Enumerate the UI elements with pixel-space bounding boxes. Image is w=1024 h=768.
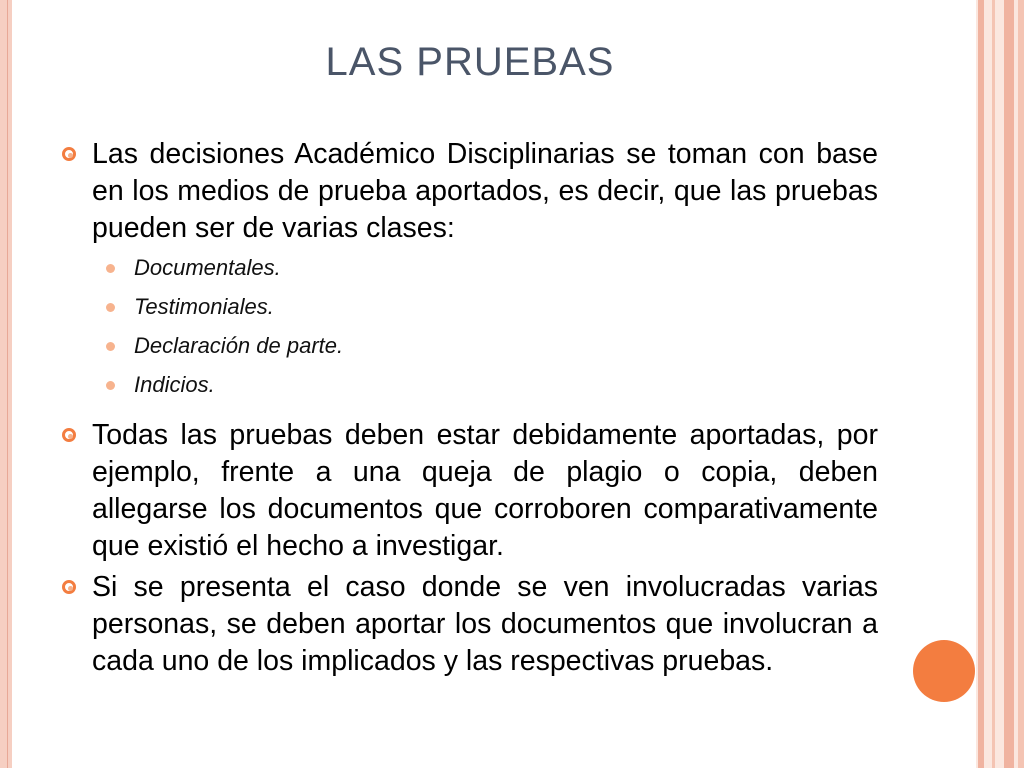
slide-title: LAS PRUEBAS: [325, 40, 615, 84]
bullet-icon: [62, 580, 76, 594]
bullet-item-1: [62, 136, 878, 247]
sub-bullet-item: [106, 294, 878, 333]
sub-bullet-text: Testimoniales.: [134, 294, 274, 319]
bullet-item-3: [62, 569, 878, 680]
right-decorative-border: [976, 0, 1024, 768]
sub-bullet-item: [106, 255, 878, 294]
sub-bullet-item: [106, 372, 878, 411]
decorative-circle: [913, 640, 975, 702]
sub-bullet-text: Indicios.: [134, 372, 215, 397]
bullet-icon: [62, 147, 76, 161]
sub-bullet-icon: [106, 342, 115, 351]
sub-bullet-icon: [106, 303, 115, 312]
slide-content: [62, 136, 878, 680]
bullet-text: Todas las pruebas deben estar debidamente aportadas, por ejemplo, frente a una queja de plagio o copia, deben allegarse los documentos que corroboren comparativamente que existió el hecho a investigar.: [92, 419, 878, 562]
bullet-text: Si se presenta el caso donde se ven involucradas varias personas, se deben aportar los documentos que involucran a cada uno de los implicados y las respectivas pruebas.: [92, 571, 878, 677]
bullet-text: Las decisiones Académico Disciplinarias se toman con base en los medios de prueba aportados, es decir, que las pruebas pueden ser de varias clases:: [92, 138, 878, 244]
sub-bullet-item: [106, 333, 878, 372]
sub-bullet-list: [62, 255, 878, 411]
bullet-item-2: [62, 417, 878, 565]
bullet-icon: [62, 428, 76, 442]
left-decorative-border: [0, 0, 12, 768]
sub-bullet-text: Declaración de parte.: [134, 333, 344, 358]
sub-bullet-text: Documentales.: [134, 255, 281, 280]
sub-bullet-icon: [106, 264, 115, 273]
sub-bullet-icon: [106, 381, 115, 390]
